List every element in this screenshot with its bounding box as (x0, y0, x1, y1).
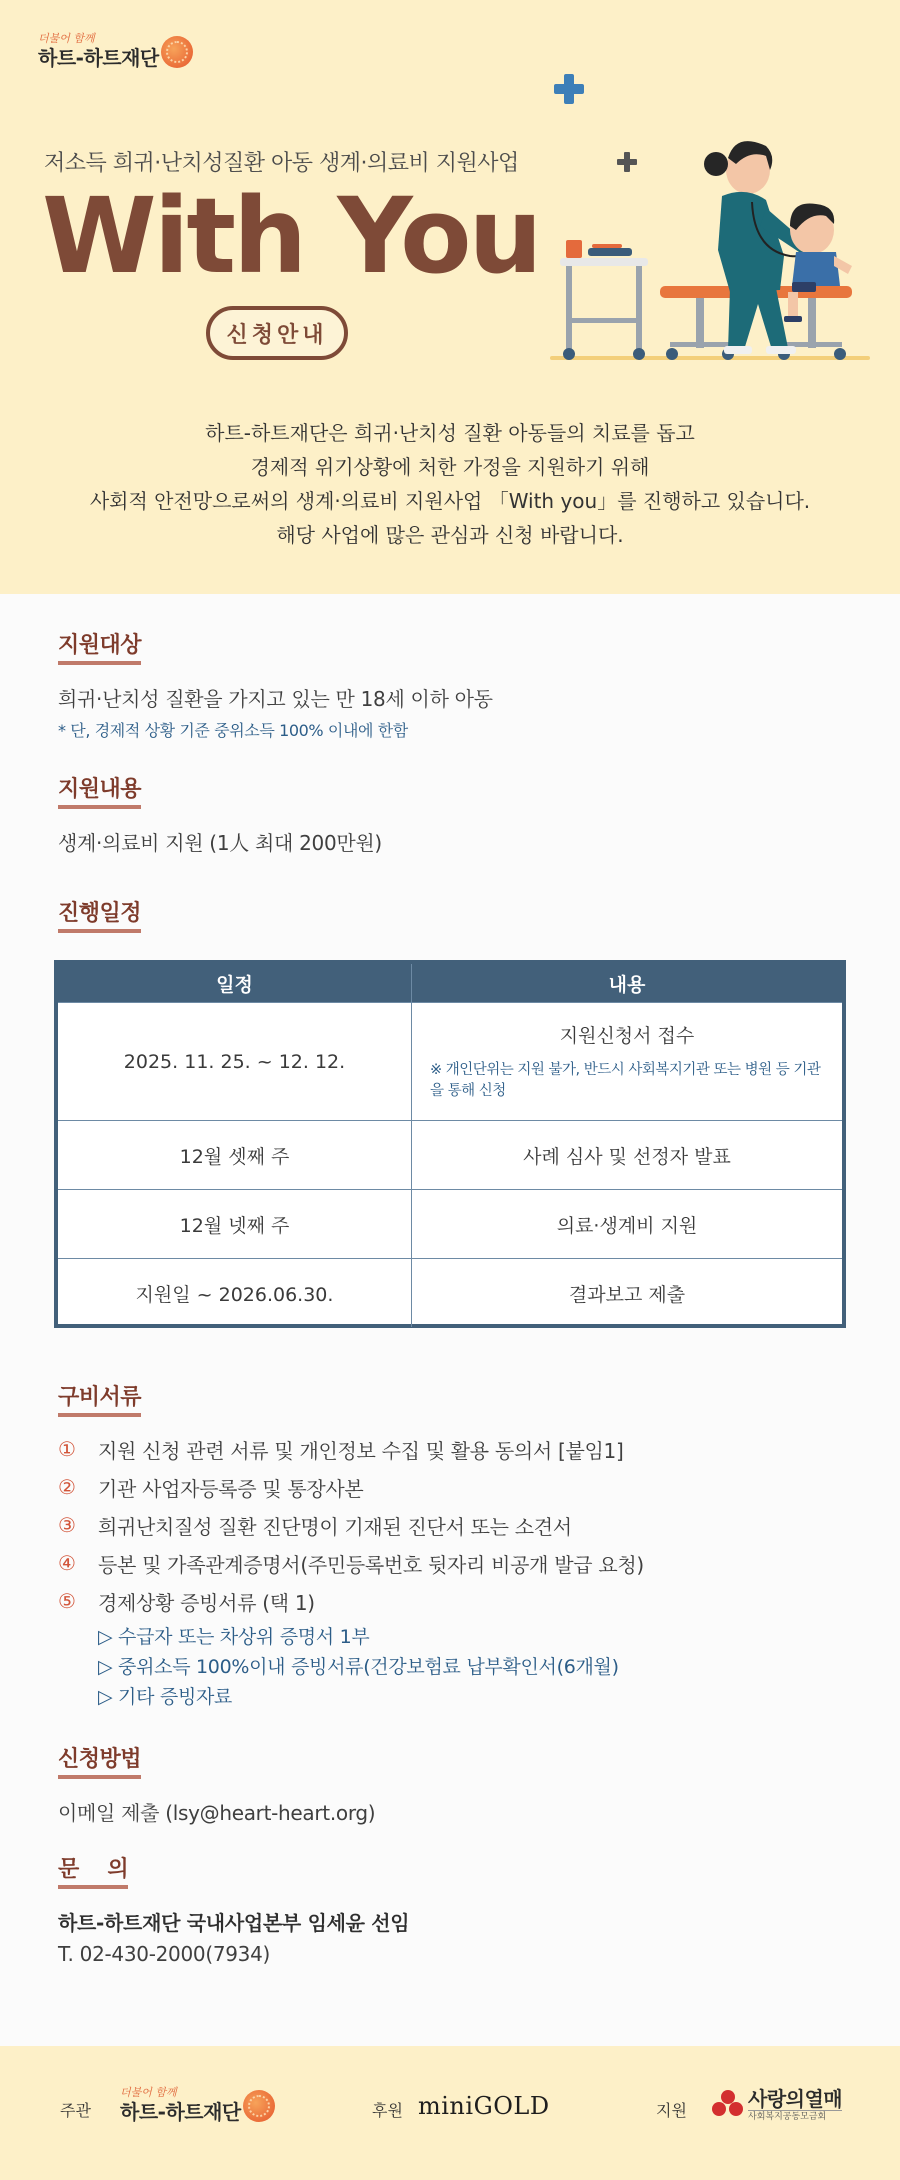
schedule-table (54, 960, 846, 1328)
item-number: ⑤ (58, 1589, 76, 1613)
list-item (58, 1582, 858, 1620)
table-row (58, 1189, 842, 1258)
logo-name: 하트-하트재단 (38, 46, 159, 70)
section-title: 진행일정 (58, 896, 141, 933)
schedule-note: ※ 개인단위는 지원 불가, 반드시 사회복지기관 또는 병원 등 기관을 통해 신청 (430, 1062, 821, 1099)
documents-list (58, 1430, 858, 1710)
list-item (58, 1506, 858, 1544)
target-note: * 단, 경제적 상황 기준 중위소득 100% 이내에 한함 (58, 721, 408, 740)
host-logo (120, 2086, 275, 2124)
heart-logo-icon (243, 2090, 275, 2122)
support-label: 지원 (656, 2101, 687, 2120)
schedule-content: 지원신청서 접수 (559, 1025, 695, 1047)
doctor-child-illustration (540, 60, 880, 370)
list-item (58, 1468, 858, 1506)
schedule-date: 지원일 ~ 2026.06.30. (58, 1259, 412, 1327)
documents-section (58, 1380, 141, 1417)
item-number: ① (58, 1437, 76, 1461)
apply-method-section (58, 1742, 375, 1826)
host-label: 주관 (60, 2101, 91, 2120)
intro-line: 해당 사업에 많은 관심과 신청 바랍니다. (276, 523, 624, 547)
target-text: 희귀·난치성 질환을 가지고 있는 만 18세 이하 아동 (58, 687, 493, 711)
heart-logo-icon (161, 36, 193, 68)
logo-name: 사랑의열매 (748, 2087, 843, 2111)
schedule-date: 12월 넷째 주 (58, 1190, 412, 1258)
item-text: 기관 사업자등록증 및 통장사본 (98, 1476, 364, 1501)
schedule-content: 결과보고 제출 (568, 1283, 686, 1306)
support-text: 생계·의료비 지원 (1人 최대 200만원) (58, 831, 382, 855)
contact-section (58, 1852, 409, 1966)
item-text: 지원 신청 관련 서류 및 개인정보 수집 및 활용 동의서 [붙임1] (98, 1438, 624, 1463)
minigold-logo: miniGOLD (418, 2092, 550, 2120)
plus-icon (554, 74, 584, 104)
schedule-date: 2025. 11. 25. ~ 12. 12. (58, 1003, 412, 1120)
program-introduction (0, 416, 900, 552)
contact-name: 하트-하트재단 국내사업본부 임세윤 선임 (58, 1911, 410, 1935)
support-section (58, 772, 382, 856)
logo-tagline: 더불어 함께 (120, 2086, 177, 2099)
hero-banner (0, 0, 900, 594)
intro-line: 경제적 위기상황에 처한 가정을 지원하기 위해 (250, 455, 650, 479)
section-title: 문 의 (58, 1852, 128, 1889)
sub-list-item: ▷ 기타 증빙자료 (98, 1685, 233, 1708)
intro-line: 사회적 안전망으로써의 생계·의료비 지원사업 「With you」를 진행하고 있습니다. (89, 489, 811, 513)
list-item (58, 1544, 858, 1582)
plus-icon (617, 152, 637, 172)
love-fruit-logo (712, 2088, 842, 2123)
logo-name: 하트-하트재단 (120, 2100, 241, 2124)
list-item (58, 1430, 858, 1468)
item-text: 등본 및 가족관계증명서(주민등록번호 뒷자리 비공개 발급 요청) (98, 1552, 644, 1577)
schedule-date: 12월 셋째 주 (58, 1121, 412, 1189)
logo-tagline: 더불어 함께 (38, 32, 95, 45)
table-header (58, 964, 842, 1002)
table-row (58, 1120, 842, 1189)
sponsor-label: 후원 (372, 2101, 403, 2120)
schedule-content-cell (412, 1003, 842, 1120)
column-header: 일정 (58, 964, 412, 1002)
logo-subtitle: 사회복지공동모금회 (748, 2110, 842, 2123)
section-title: 지원대상 (58, 628, 141, 665)
contact-phone: T. 02-430-2000(7934) (58, 1942, 271, 1966)
schedule-content: 의료·생계비 지원 (556, 1214, 698, 1237)
footer (0, 2046, 900, 2180)
sub-list-item: ▷ 중위소득 100%이내 증빙서류(건강보험료 납부확인서(6개월) (98, 1655, 619, 1678)
fruit-icon (712, 2090, 744, 2122)
section-title: 지원내용 (58, 772, 141, 809)
item-number: ④ (58, 1551, 76, 1575)
program-title: With You (42, 175, 540, 297)
section-title: 구비서류 (58, 1380, 141, 1417)
column-header: 내용 (608, 973, 646, 996)
item-text: 희귀난치질성 질환 진단명이 기재된 진단서 또는 소견서 (98, 1514, 572, 1539)
intro-line: 하트-하트재단은 희귀·난치성 질환 아동들의 치료를 돕고 (205, 421, 695, 445)
schedule-section (58, 896, 141, 933)
item-number: ② (58, 1475, 76, 1499)
target-section (58, 628, 493, 741)
schedule-content: 사례 심사 및 선정자 발표 (523, 1145, 731, 1168)
sub-list-item: ▷ 수급자 또는 차상위 증명서 1부 (98, 1625, 370, 1648)
item-number: ③ (58, 1513, 76, 1537)
table-row (58, 1002, 842, 1120)
apply-method-text: 이메일 제출 (lsy@heart-heart.org) (58, 1801, 376, 1825)
apply-guide-badge: 신청안내 (206, 306, 348, 360)
section-title: 신청방법 (58, 1742, 141, 1779)
foundation-logo (38, 32, 193, 70)
program-subtitle: 저소득 희귀·난치성질환 아동 생계·의료비 지원사업 (44, 151, 519, 176)
table-row (58, 1258, 842, 1327)
item-text: 경제상황 증빙서류 (택 1) (98, 1590, 315, 1615)
